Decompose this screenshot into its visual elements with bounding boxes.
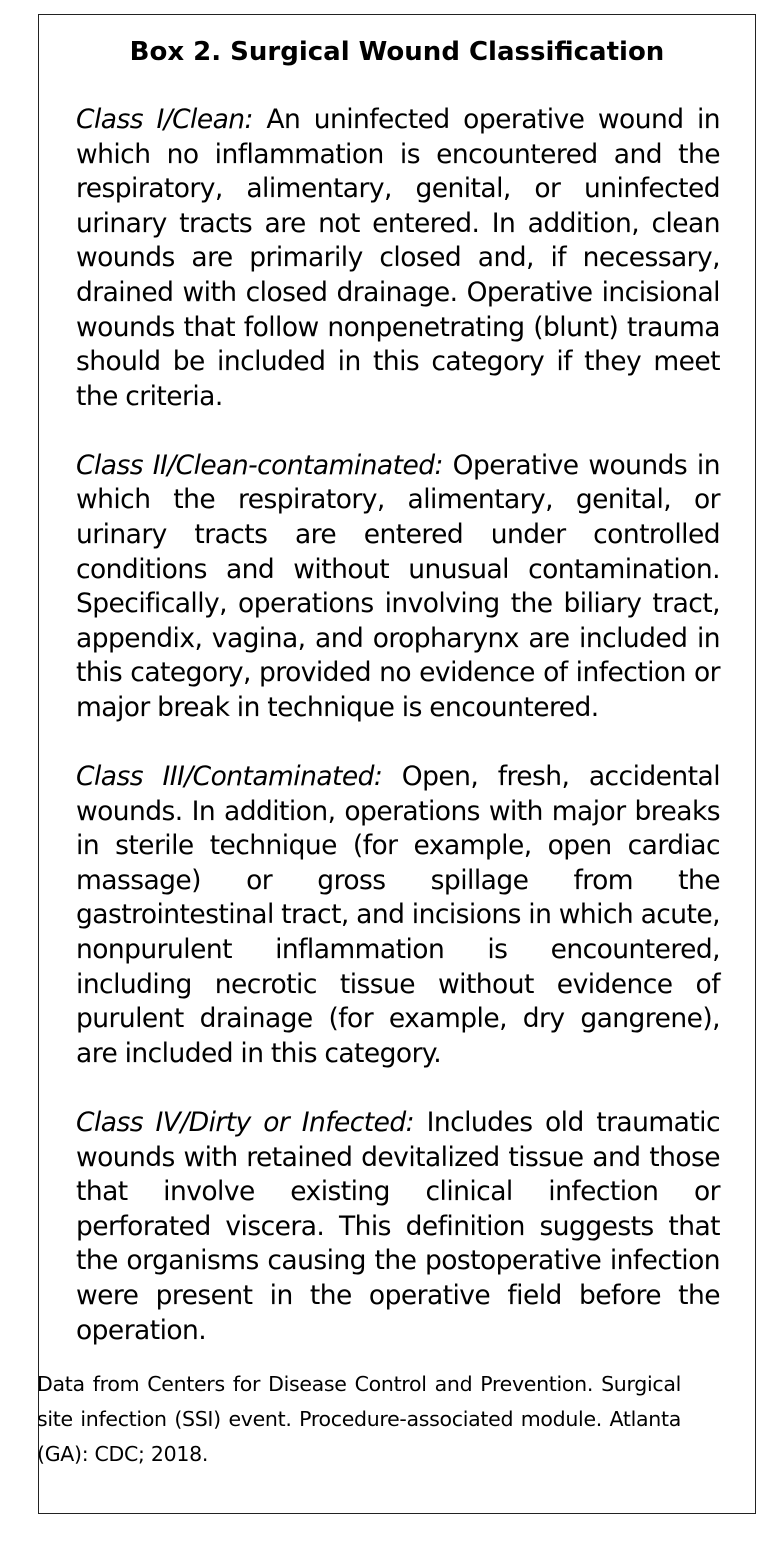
class-2-clean-contaminated	[76, 449, 720, 726]
class-3-description: Open, fresh, accidental wounds. In addition, operations with major breaks in sterile technique (for example, open cardiac massage) or gross spillage from the gastrointestinal tract, and incisions in which acute, nonpurulent inflammation is encountered, including necrotic tissue without evidence of purulent drainage (for example, dry gangrene), are included in this category.	[76, 761, 721, 1069]
source-block	[37, 1367, 681, 1472]
source-note: Data from Centers for Disease Control and Prevention. Surgical site infection (SSI) event. Procedure-associated module. Atlanta (GA): CDC; 2018.	[37, 1372, 681, 1466]
class-3-term: Class III/Contaminated:	[76, 761, 383, 793]
class-4-description: Includes old traumatic wounds with retained devitalized tissue and those that involve existing clinical infection or perforated viscera. This definition suggests that the organisms causing the postoperative infection were present in the operative field before the operation.	[76, 1106, 720, 1346]
class-1-term: Class I/Clean:	[76, 104, 253, 135]
classification-box	[38, 14, 756, 1514]
class-2-term: Class II/Clean-contaminated:	[76, 449, 443, 481]
box-title: Box 2. Surgical Wound Classification	[129, 37, 665, 67]
class-list	[76, 103, 720, 1383]
class-3-contaminated	[76, 760, 720, 1071]
class-4-dirty-infected	[76, 1106, 720, 1348]
class-4-term: Class IV/Dirty or Infected:	[76, 1106, 415, 1138]
class-1-clean	[76, 103, 720, 414]
class-2-description: Operative wounds in which the respiratory, alimentary, genital, or urinary tracts are entered under controlled conditions and without unusual contamination. Specifically, operations involving the biliary tract, appendix, vagina, and oropharynx are included in this category, provided no evidence of infection or major break in technique is encountered.	[76, 449, 720, 723]
class-1-description: An uninfected operative wound in which no inflammation is encountered and the respiratory, alimentary, genital, or uninfected urinary tracts are not entered. In addition, clean wounds are primarily closed and, if necessary, drained with closed drainage. Operative incisional wounds that follow nonpenetrating (blunt) trauma should be included in this category if they meet the criteria.	[76, 104, 721, 412]
